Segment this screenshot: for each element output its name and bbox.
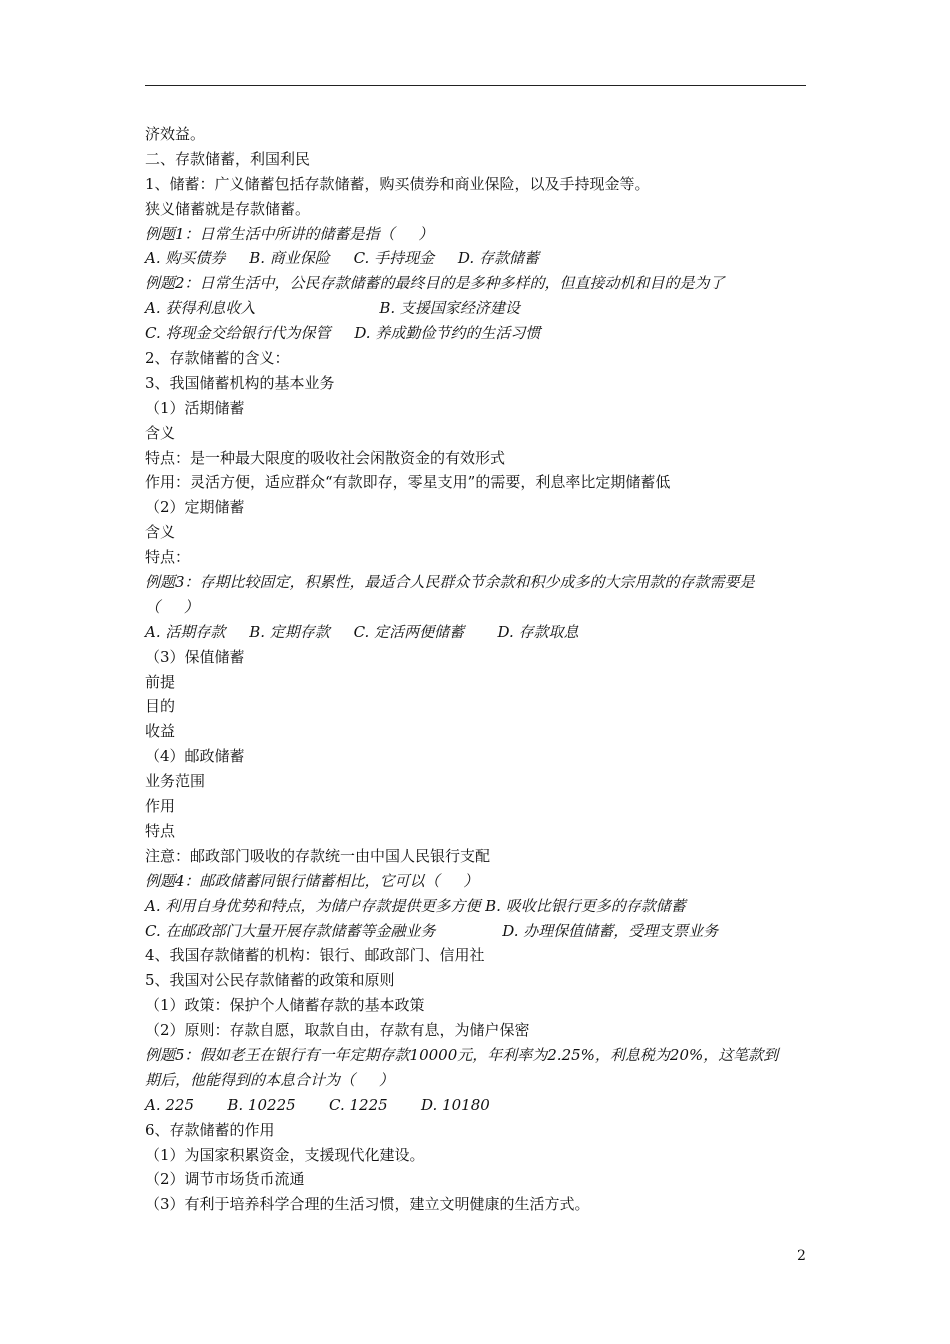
body-line: （2）调节市场货币流通 xyxy=(145,1170,305,1189)
document-body xyxy=(145,122,810,1217)
body-line: 特点 xyxy=(145,821,176,840)
example-question-5: 例题5：假如老王在银行有一年定期存款10000元，年利率为2.25%，利息税为20%，这笔款到 xyxy=(145,1045,779,1064)
body-line: （1）为国家积累资金，支援现代化建设。 xyxy=(145,1145,425,1164)
subsection-heading: 2、存款储蓄的含义： xyxy=(145,349,290,368)
item-heading: （3）保值储蓄 xyxy=(145,647,245,666)
example-options-2b: C. 将现金交给银行代为保管 D. 养成勤俭节约的生活习惯 xyxy=(145,324,541,343)
subsection-heading: 4、我国存款储蓄的机构：银行、邮政部门、信用社 xyxy=(145,946,485,965)
example-question-3: 例题3：存期比较固定，积累性，最适合人民群众节余款和积少成多的大宗用款的存款需要是 xyxy=(145,573,755,592)
body-line: 收益 xyxy=(145,722,176,741)
example-question-2: 例题2：日常生活中，公民存款储蓄的最终目的是多种多样的，但直接动机和目的是为了 xyxy=(145,274,725,293)
example-options-4a: A. 利用自身优势和特点，为储户存款提供更多方便 B. 吸收比银行更多的存款储蓄 xyxy=(145,896,686,915)
body-line: （1）政策：保护个人储蓄存款的基本政策 xyxy=(145,996,425,1015)
item-heading: （1）活期储蓄 xyxy=(145,398,245,417)
example-question-3-cont: （ ） xyxy=(145,597,199,616)
section-heading: 二、存款储蓄，利国利民 xyxy=(145,149,311,168)
body-line: （3）有利于培养科学合理的生活习惯，建立文明健康的生活方式。 xyxy=(145,1195,590,1214)
item-heading: （4）邮政储蓄 xyxy=(145,747,245,766)
body-line: 前提 xyxy=(145,672,176,691)
body-line: 特点： xyxy=(145,548,191,567)
subsection-heading: 6、存款储蓄的作用 xyxy=(145,1120,275,1139)
example-options-2a: A. 获得利息收入 B. 支援国家经济建设 xyxy=(145,299,520,318)
header-rule xyxy=(145,85,806,86)
body-line: 狭义储蓄就是存款储蓄。 xyxy=(145,199,311,218)
example-options-4b: C. 在邮政部门大量开展存款储蓄等金融业务 D. 办理保值储蓄，受理支票业务 xyxy=(145,921,719,940)
item-heading: （2）定期储蓄 xyxy=(145,498,245,517)
example-question-1: 例题1：日常生活中所讲的储蓄是指（ ） xyxy=(145,224,434,243)
page-number: 2 xyxy=(797,1248,806,1264)
body-line: 作用 xyxy=(145,797,176,816)
body-line: 目的 xyxy=(145,697,176,716)
subsection-heading: 3、我国储蓄机构的基本业务 xyxy=(145,373,335,392)
body-line: 含义 xyxy=(145,523,176,542)
body-line: 含义 xyxy=(145,423,176,442)
note-line: 注意：邮政部门吸收的存款统一由中国人民银行支配 xyxy=(145,846,491,865)
body-line: 特点：是一种最大限度的吸收社会闲散资金的有效形式 xyxy=(145,448,506,467)
example-question-5-cont: 期后，他能得到的本息合计为（ ） xyxy=(145,1070,394,1089)
body-line: 济效益。 xyxy=(145,125,206,143)
body-line: 1、储蓄：广义储蓄包括存款储蓄，购买债券和商业保险，以及手持现金等。 xyxy=(145,174,650,193)
body-line: 业务范围 xyxy=(145,772,206,791)
body-line: 作用：灵活方便，适应群众“有款即存，零星支用”的需要，利息率比定期储蓄低 xyxy=(145,473,671,492)
subsection-heading: 5、我国对公民存款储蓄的政策和原则 xyxy=(145,971,395,990)
body-line: （2）原则：存款自愿，取款自由，存款有息，为储户保密 xyxy=(145,1021,530,1040)
example-options-3: A. 活期存款 B. 定期存款 C. 定活两便储蓄 D. 存款取息 xyxy=(145,622,579,641)
example-question-4: 例题4：邮政储蓄同银行储蓄相比，它可以（ ） xyxy=(145,871,479,890)
example-options-1: A. 购买债券 B. 商业保险 C. 手持现金 D. 存款储蓄 xyxy=(145,249,539,268)
example-options-5: A. 225 B. 10225 C. 1225 D. 10180 xyxy=(145,1095,490,1114)
